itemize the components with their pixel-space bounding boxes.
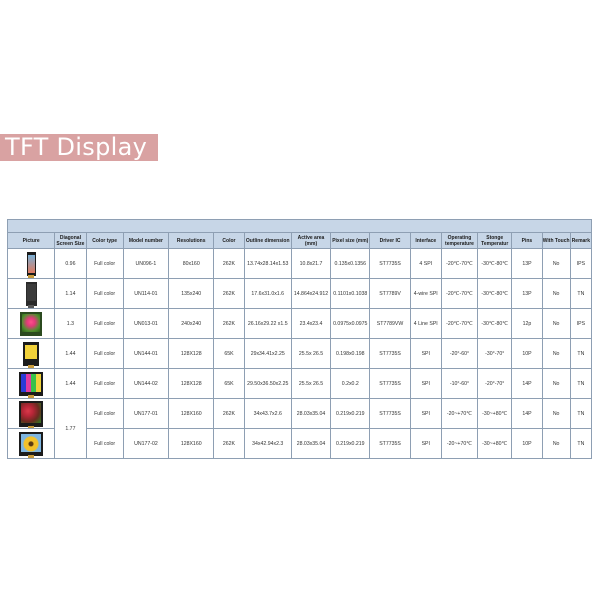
- cell-model: UN114-01: [123, 279, 168, 309]
- cell-size: 1.44: [55, 369, 86, 399]
- cell-color-type: Full color: [86, 429, 123, 459]
- cell-op-temp: -20°-60°: [441, 339, 477, 369]
- cell-color: 262K: [214, 249, 244, 279]
- cell-st-temp: -30~+80℃: [478, 429, 512, 459]
- cell-pixel: 0.219x0.219: [331, 399, 370, 429]
- col-header: Operating temperature: [441, 233, 477, 249]
- cell-color-type: Full color: [86, 339, 123, 369]
- cell-resolution: 135x240: [169, 279, 214, 309]
- small-vertical-display-image: [27, 252, 36, 276]
- cell-pins: 14P: [512, 399, 542, 429]
- cell-op-temp: -20~+70℃: [441, 429, 477, 459]
- col-header: Model number: [123, 233, 168, 249]
- flowers-display-image: [19, 401, 43, 427]
- cell-touch: No: [542, 399, 570, 429]
- cell-color: 262K: [214, 309, 244, 339]
- cell-model: UN013-01: [123, 309, 168, 339]
- col-header: Picture: [8, 233, 55, 249]
- cell-resolution: 128X160: [169, 399, 214, 429]
- flower-square-display-image: [20, 312, 42, 336]
- cell-pins: 10P: [512, 429, 542, 459]
- cell-outline: 34x42.94x2.3: [244, 429, 291, 459]
- cell-outline: 26.16x29.22 x1.5: [244, 309, 291, 339]
- col-header: Color: [214, 233, 244, 249]
- cell-st-temp: -30℃-80℃: [478, 279, 512, 309]
- cell-interface: 4-wire SPI: [410, 279, 441, 309]
- cell-pins: 13P: [512, 249, 542, 279]
- cell-interface: SPI: [410, 339, 441, 369]
- color-bars-display-image: [19, 372, 43, 396]
- cell-remark: TN: [570, 429, 591, 459]
- cell-interface: SPI: [410, 399, 441, 429]
- col-header: Active area (mm): [291, 233, 330, 249]
- cell-pixel: 0.0975x0.0975: [331, 309, 370, 339]
- cell-st-temp: -30℃-80℃: [478, 309, 512, 339]
- cell-touch: No: [542, 429, 570, 459]
- cell-driver: ST7735S: [370, 249, 410, 279]
- cell-outline: 17.6x31.0x1.6: [244, 279, 291, 309]
- col-header: Stonge Temperatur: [478, 233, 512, 249]
- cell-remark: TN: [570, 339, 591, 369]
- cell-pins: 12p: [512, 309, 542, 339]
- cell-st-temp: -30℃-80℃: [478, 249, 512, 279]
- col-header: Outline dimension: [244, 233, 291, 249]
- cell-size: 1.44: [55, 339, 86, 369]
- cell-remark: TN: [570, 279, 591, 309]
- cell-pins: 10P: [512, 339, 542, 369]
- cell-active: 23.4x23.4: [291, 309, 330, 339]
- cell-pixel: 0.198x0.198: [331, 339, 370, 369]
- header-band: [8, 220, 592, 233]
- col-header: Pins: [512, 233, 542, 249]
- cell-resolution: 128X160: [169, 429, 214, 459]
- cell-outline: 13.74x28.14x1.53: [244, 249, 291, 279]
- col-header: Diagonal Screen Size: [56, 234, 85, 247]
- cell-model: UN096-1: [123, 249, 168, 279]
- cell-op-temp: -10°-60°: [441, 369, 477, 399]
- picture-cell: [8, 279, 55, 309]
- yellow-square-display-image: [23, 342, 39, 366]
- picture-cell: [8, 399, 55, 429]
- cell-color-type: Full color: [86, 369, 123, 399]
- page-title: TFT Display: [0, 134, 158, 161]
- cell-color-type: Full color: [86, 309, 123, 339]
- cell-driver: ST7735S: [370, 429, 410, 459]
- cell-size: 0.96: [55, 249, 86, 279]
- cell-resolution: 128X128: [169, 369, 214, 399]
- table-row: [8, 279, 592, 309]
- cell-pixel: 0.135x0.1356: [331, 249, 370, 279]
- cell-pixel: 0.2x0.2: [331, 369, 370, 399]
- cell-active: 28.03x35.04: [291, 429, 330, 459]
- cell-outline: 29.50x36.50x2.25: [244, 369, 291, 399]
- cell-touch: No: [542, 369, 570, 399]
- cell-color-type: Full color: [86, 399, 123, 429]
- cell-op-temp: -20~+70℃: [441, 399, 477, 429]
- cell-pins: 13P: [512, 279, 542, 309]
- cell-interface: SPI: [410, 369, 441, 399]
- cell-driver: ST7735S: [370, 399, 410, 429]
- table-row: [8, 429, 592, 459]
- cell-color: 262K: [214, 279, 244, 309]
- cell-interface: SPI: [410, 429, 441, 459]
- cell-touch: No: [542, 339, 570, 369]
- cell-model: UN177-02: [123, 429, 168, 459]
- cell-active: 25.5x 26.5: [291, 369, 330, 399]
- picture-cell: [8, 339, 55, 369]
- dark-vertical-display-image: [26, 282, 37, 306]
- table-row: [8, 309, 592, 339]
- cell-touch: No: [542, 249, 570, 279]
- cell-pixel: 0.219x0.219: [331, 429, 370, 459]
- cell-st-temp: -30°-70°: [478, 339, 512, 369]
- cell-remark: TN: [570, 369, 591, 399]
- cell-st-temp: -20°-70°: [478, 369, 512, 399]
- cell-driver: ST7735S: [370, 339, 410, 369]
- col-header: Pixel size (mm): [331, 233, 370, 249]
- cell-active: 25.5x 26.5: [291, 339, 330, 369]
- cell-model: UN144-01: [123, 339, 168, 369]
- cell-color-type: Full color: [86, 249, 123, 279]
- col-header: With Touch: [542, 233, 570, 249]
- cell-driver: ST7789VW: [370, 309, 410, 339]
- cell-size: 1.14: [55, 279, 86, 309]
- cell-active: 28.03x35.04: [291, 399, 330, 429]
- table-row: [8, 339, 592, 369]
- col-header: Resolutions: [169, 233, 214, 249]
- picture-cell: [8, 309, 55, 339]
- cell-interface: 4 Line SPI: [410, 309, 441, 339]
- picture-cell: [8, 249, 55, 279]
- cell-driver: ST7735S: [370, 369, 410, 399]
- cell-interface: 4 SPI: [410, 249, 441, 279]
- cell-color: 65K: [214, 369, 244, 399]
- cell-pixel: 0.1101x0.1038: [331, 279, 370, 309]
- tft-spec-table: [7, 219, 592, 459]
- col-header: Interface: [410, 233, 441, 249]
- sunflower-display-image: [19, 432, 43, 456]
- cell-active: 10.8x21.7: [291, 249, 330, 279]
- cell-op-temp: -20℃-70℃: [441, 279, 477, 309]
- picture-cell: [8, 429, 55, 459]
- cell-size: 1.77: [55, 399, 86, 459]
- table-row: [8, 369, 592, 399]
- cell-touch: No: [542, 279, 570, 309]
- cell-resolution: 128X128: [169, 339, 214, 369]
- table-row: [8, 249, 592, 279]
- cell-active: 14.864x24.912: [291, 279, 330, 309]
- table-row: [8, 399, 592, 429]
- cell-remark: IPS: [570, 249, 591, 279]
- cell-touch: No: [542, 309, 570, 339]
- cell-op-temp: -20℃-70℃: [441, 309, 477, 339]
- cell-model: UN177-01: [123, 399, 168, 429]
- cell-outline: 29x34.41x2.25: [244, 339, 291, 369]
- cell-resolution: 80x160: [169, 249, 214, 279]
- cell-driver: ST7789V: [370, 279, 410, 309]
- col-header: Driver IC: [370, 233, 410, 249]
- col-header: Color type: [86, 233, 123, 249]
- cell-size: 1.3: [55, 309, 86, 339]
- header-row: [8, 233, 592, 249]
- cell-model: UN144-02: [123, 369, 168, 399]
- cell-op-temp: -20℃-70℃: [441, 249, 477, 279]
- cell-st-temp: -30~+80℃: [478, 399, 512, 429]
- cell-color: 262K: [214, 429, 244, 459]
- cell-color: 262K: [214, 399, 244, 429]
- cell-outline: 34x43.7x2.6: [244, 399, 291, 429]
- cell-resolution: 240x240: [169, 309, 214, 339]
- cell-remark: IPS: [570, 309, 591, 339]
- cell-pins: 14P: [512, 369, 542, 399]
- picture-cell: [8, 369, 55, 399]
- cell-color-type: Full color: [86, 279, 123, 309]
- col-header: Remark: [570, 233, 591, 249]
- cell-color: 65K: [214, 339, 244, 369]
- cell-remark: TN: [570, 399, 591, 429]
